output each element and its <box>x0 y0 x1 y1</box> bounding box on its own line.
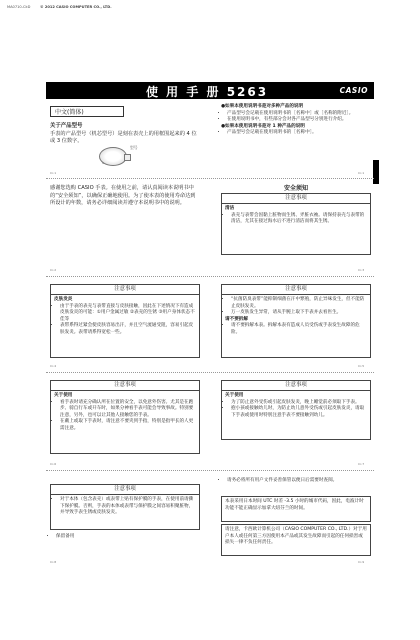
documentation-note <box>221 478 371 485</box>
skin-heading: 皮肤发炎 <box>54 297 73 302</box>
skin-caution-box <box>50 284 200 358</box>
caution-title: 注意事项 <box>222 381 370 391</box>
model-section <box>50 123 200 146</box>
divider <box>46 470 374 471</box>
usage-caution-box-left <box>50 380 200 454</box>
page-number: Cr-4 <box>50 364 57 368</box>
page-number: Cr-1 <box>358 171 365 175</box>
no-disassembly-heading: 请不要拆解 <box>225 316 248 322</box>
keep-docs-item: • 请务必将所有用户文件妥善保管以便日后需要时查阅。 <box>227 478 371 485</box>
copyright: © 2012 CASIO COMPUTER CO., LTD. <box>40 5 112 9</box>
page-number: Cr-5 <box>358 364 365 368</box>
no-disassembly-item: • 请不要拆解本表。拆解本表有造成人员受伤或手表发生故障的危险。 <box>231 323 367 336</box>
child-item: • 抱小孩或接触幼儿时，为防止幼儿意外受伤或引起皮肤发炎，请取下手表或使用时特别注意手表不要接触到幼儿。 <box>231 406 367 419</box>
disassembly-caution-box <box>221 284 371 358</box>
cleaning-heading: 清洁 <box>225 206 235 211</box>
title-bar <box>46 82 374 99</box>
usage-caution-box-right <box>221 380 371 440</box>
antibac-item: • “抗菌防臭表带”能抑制细菌在汗中繁殖，防止异味发生，但不能防止皮肤发炎。 <box>231 297 367 310</box>
caution-title: 注意事项 <box>222 285 370 295</box>
caution-title: 注意事项 <box>51 381 199 391</box>
caution-title: 注意事项 <box>51 285 199 295</box>
liability-note-box: 请注意，卡西欧计算机公司（CASIO COMPUTER CO., LTD.）对于用户本人或任何第三方因使用本产品或其发生故障而引起的任何损害或损失一律不负任何责任。 <box>221 524 371 556</box>
film-item: • 对于本体（包含表壳）或表带上贴有保护膜的手表，在使用前请撕下保护膜。否则，手表的本体或表带与保护膜之间容易积聚脏物，并导致手表生锈或皮肤发炎。 <box>60 497 196 517</box>
skin-item-1: • 由于手表的表壳与表带直接与皮肤接触，因此在下述情况下有造成皮肤发炎的可能：①用户金属过敏 ②表壳的生锈 ③用户身体状态不佳等 <box>60 304 196 324</box>
model-explain <box>221 104 371 137</box>
usage-heading: 关于使用 <box>54 393 73 398</box>
page-number: Cr-7 <box>358 462 365 466</box>
multi-product-note-1: • 产品型号会记载在使用说明书的［名称中］或［名称的附近］。 <box>227 111 371 118</box>
keep-note <box>50 534 74 541</box>
page-number: Cr-6 <box>50 462 57 466</box>
film-caution-box <box>50 484 200 530</box>
timezone-note-box: 本表采用日本时间 UTC 时差 -3.5 小时的城市代码，因此，电波计时功能不能正确显示加拿大纽芬兰的时间。 <box>221 496 371 522</box>
casio-logo: CASIO <box>339 86 368 95</box>
single-product-note: • 产品型号会记载在使用说明书的［名称中］。 <box>227 130 371 137</box>
page-number: Cr-3 <box>358 268 365 272</box>
skin-item-2: • 表带系得过紧会使皮肤容易出汗，并且空气流通受阻，容易引起皮肤发炎。表带请系得宽松一些。 <box>60 323 196 336</box>
divider <box>46 276 374 277</box>
divider <box>46 178 374 179</box>
divider <box>46 372 374 373</box>
sleep-item: • 为了防止意外受伤或引起皮肤发炎，晚上睡觉前必须取下手表。 <box>231 400 367 407</box>
header <box>7 5 30 9</box>
caution-title: 注意事项 <box>51 485 199 495</box>
page-number: Cr-8 <box>50 560 57 564</box>
safety-caution-box <box>221 193 371 255</box>
page-number: Cr-1 <box>50 171 57 175</box>
caution-title: 注意事项 <box>222 194 370 204</box>
multi-product-bullet: ●如果本使用说明书是对多种产品的说明 <box>221 104 304 109</box>
single-product-bullet: ●如果本使用说明书是对 1 种产品的说明 <box>221 123 305 129</box>
safety-title: 安全须知 <box>283 185 308 192</box>
usage-heading: 关于使用 <box>225 393 244 398</box>
thanks-text: 感谢您选购 CASIO 手表。在使用之前，请认真阅读本说明书中的“安全须知”，以确保正确地使用。为了使本表的使用寿命达到所设计的年数，请务必详细阅读并遵守本说明书中的说明。 <box>50 185 196 207</box>
doc-code: MA0710-CkD <box>7 5 31 9</box>
keep-item: • 保留备用 <box>56 534 74 541</box>
multi-product-note-2: • 在使用说明书中，有些部分会对各产品型号分别进行介绍。 <box>227 117 371 124</box>
page-number: Cr-9 <box>358 560 365 564</box>
model-body: 手表的产品型号（机芯型号）是刻在表壳上的用框围起来的 4 位或 3 位数字。 <box>50 130 197 145</box>
model-heading: 关于产品型号 <box>50 123 83 129</box>
watch-model-label: 型号 <box>130 145 138 150</box>
doctor-item: • 万一皮肤发生异常，请从手腕上取下手表并去看医生。 <box>231 310 367 317</box>
usage-item-2: • 在戴上或取下手表时，请注意不要夹到手指，特别是指甲长的人更需注意。 <box>60 419 196 432</box>
manual-title: 使 用 手 册 5263 <box>146 85 269 99</box>
watch-ref-number: 1 <box>102 161 104 165</box>
cleaning-item: • 表壳与表带会因黏上脏物而生锈、弄脏衣袖。请保持表壳与表带的清洁，尤其在接过海水后不进行清洁而将其生锈。 <box>231 213 367 226</box>
page-number: Cr-2 <box>50 268 57 272</box>
language-index-marker <box>373 160 379 184</box>
language-tab: 中文(简体) <box>50 106 124 117</box>
usage-item-1: • 看手表时请充分确认所在位置的安全，以免意外伤害。尤其是在跑步、骑自行车或开车时，如果分神看手表可能会导致事故。特别要注意，另外，也可以让其他人接触您的手表。 <box>60 400 196 420</box>
